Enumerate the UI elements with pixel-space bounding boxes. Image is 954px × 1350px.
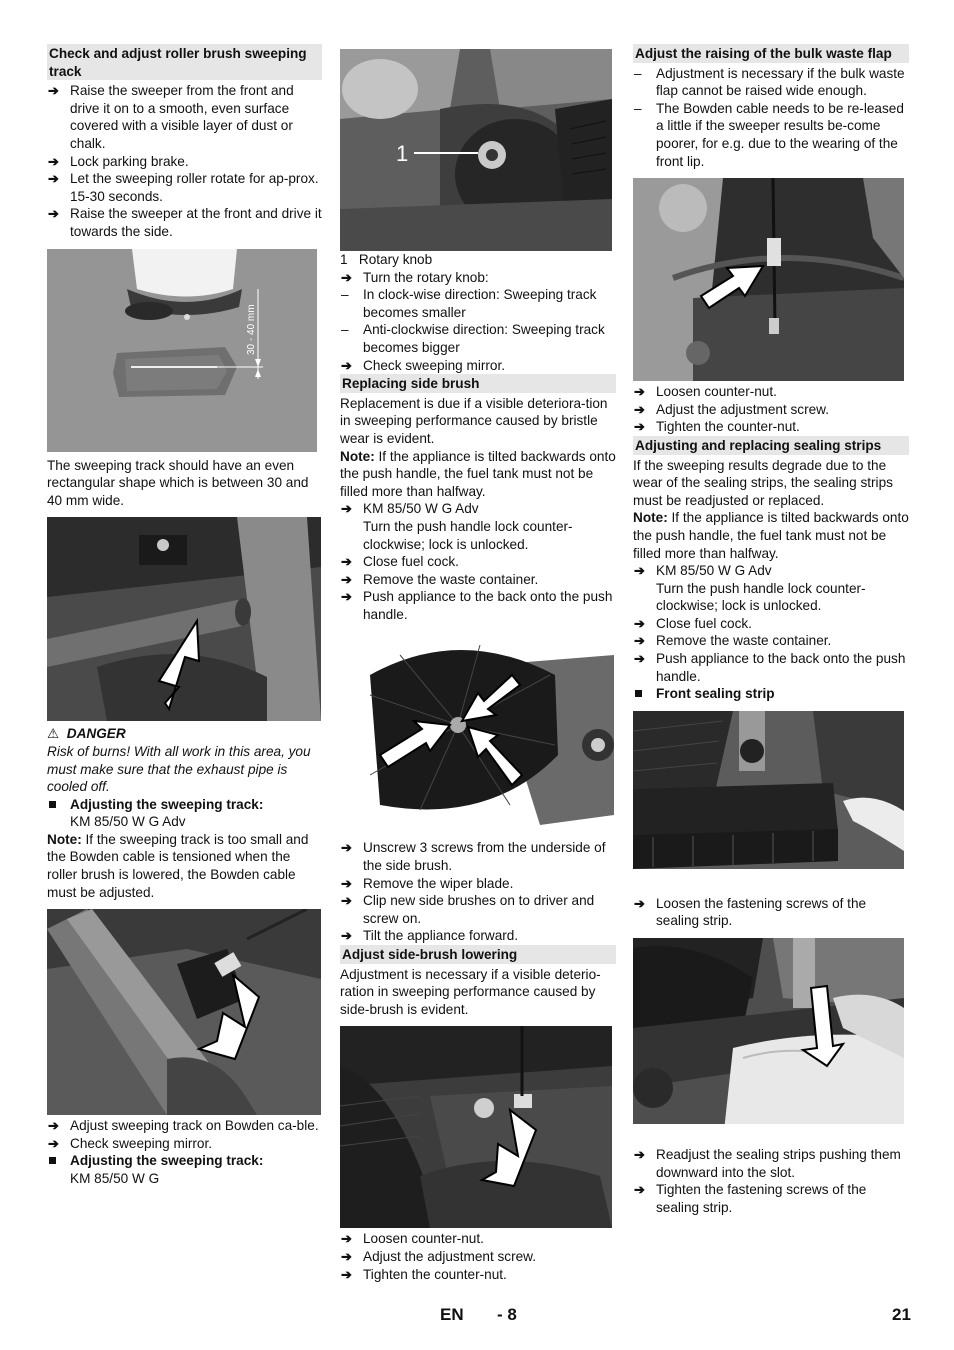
step: ➔ Push appliance to the back onto the push handle. xyxy=(340,588,616,623)
step: ➔ Close fuel cock. xyxy=(340,553,616,571)
step: ➔ Adjust sweeping track on Bowden ca-ble. xyxy=(47,1117,322,1135)
warning-icon: ⚠ xyxy=(47,726,60,742)
sealing-strip-push-photo xyxy=(633,938,904,1140)
model-label-1: KM 85/50 W G Adv xyxy=(70,814,186,830)
step: ➔ Turn the rotary knob: xyxy=(340,269,616,287)
model-label-2: KM 85/50 W G xyxy=(70,1171,160,1187)
note: Note: If the sweeping track is too small and the Bowden cable is tensioned when the roller brush is lowered, the Bowden cable must be adjusted. xyxy=(47,831,309,900)
step: ➔ Tighten the fastening screws of the sealing strip. xyxy=(633,1181,909,1216)
bowden-cable-photo xyxy=(47,909,321,1115)
step: ➔ Let the sweeping roller rotate for ap-prox. 15-30 seconds. xyxy=(47,170,322,205)
figure-caption: 1 Rotary knob xyxy=(340,252,433,267)
track-description: The sweeping track should have an even rectangular shape which is between 30 and 40 mm wide. xyxy=(47,457,309,508)
side-brush-lowering-photo xyxy=(340,1026,612,1228)
step: ➔ Check sweeping mirror. xyxy=(47,1135,322,1153)
step: ➔ Tighten the counter-nut. xyxy=(633,418,909,436)
step: ➔ Raise the sweeper from the front and drive it on to a smooth, even surface covered with a visible layer of dust or chalk. xyxy=(47,82,322,152)
front-sealing-strip-title: Front sealing strip xyxy=(633,685,909,703)
exhaust-pipe-photo xyxy=(47,517,321,721)
callout-number: 1 xyxy=(396,141,409,166)
danger-label: ⚠ DANGER xyxy=(47,726,126,742)
step: ➔ Tighten the counter-nut. xyxy=(340,1266,616,1284)
lowering-text: Adjustment is necessary if a visible deterio-ration in sweeping performance caused by side-brush is evident. xyxy=(340,966,601,1017)
step: ➔ Remove the waste container. xyxy=(633,632,909,650)
step: ➔ Loosen the fastening screws of the sealing strip. xyxy=(633,895,909,930)
column-1 xyxy=(47,44,322,1188)
dash-item: – Adjustment is necessary if the bulk waste flap cannot be raised wide enough. xyxy=(633,65,909,100)
step: ➔ KM 85/50 W G Adv xyxy=(340,500,616,518)
rotary-knob-photo xyxy=(340,49,612,251)
step: ➔ Raise the sweeper at the front and drive it towards the side. xyxy=(47,205,322,240)
column-2 xyxy=(340,44,616,1283)
footer-language: EN xyxy=(440,1305,464,1324)
front-sealing-strip-photo xyxy=(633,711,904,883)
section-heading-waste-flap: Adjust the raising of the bulk waste flap xyxy=(633,44,909,63)
footer-sub-page: - 8 xyxy=(497,1305,517,1324)
step: ➔ Adjust the adjustment screw. xyxy=(633,401,909,419)
step: ➔ Loosen counter-nut. xyxy=(633,383,909,401)
step: ➔ KM 85/50 W G Adv xyxy=(633,562,909,580)
section-heading-sweeping-track: Check and adjust roller brush sweeping track xyxy=(47,44,322,80)
section-heading-sealing-strips: Adjusting and replacing sealing strips xyxy=(633,436,909,455)
track-width-label: 30 - 40 mm xyxy=(246,303,257,355)
step-sub: Turn the push handle lock counter-clockwise; lock is unlocked. xyxy=(656,580,866,614)
side-brush-photo xyxy=(340,635,614,839)
step: ➔ Remove the wiper blade. xyxy=(340,875,616,893)
adjust-title-1: Adjusting the sweeping track: xyxy=(47,796,322,814)
step: ➔ Push appliance to the back onto the push handle. xyxy=(633,650,909,685)
dash-item: – In clock-wise direction: Sweeping track becomes smaller xyxy=(340,286,616,321)
step: ➔ Clip new side brushes on to driver and screw on. xyxy=(340,892,616,927)
step: ➔ Readjust the sealing strips pushing them downward into the slot. xyxy=(633,1146,909,1181)
step: ➔ Loosen counter-nut. xyxy=(340,1230,616,1248)
waste-flap-photo xyxy=(633,178,904,381)
step: ➔ Lock parking brake. xyxy=(47,153,322,171)
side-brush-text: Replacement is due if a visible deteriora-tion in sweeping performance caused by bristle wear is evident. xyxy=(340,395,608,446)
step: ➔ Remove the waste container. xyxy=(340,571,616,589)
step: ➔ Tilt the appliance forward. xyxy=(340,927,616,945)
page-number: 21 xyxy=(892,1305,911,1324)
step: ➔ Check sweeping mirror. xyxy=(340,357,616,375)
dash-item: – Anti-clockwise direction: Sweeping track becomes bigger xyxy=(340,321,616,356)
step: ➔ Adjust the adjustment screw. xyxy=(340,1248,616,1266)
adjust-title-2: Adjusting the sweeping track: xyxy=(47,1152,322,1170)
section-heading-side-brush-lowering: Adjust side-brush lowering xyxy=(340,945,616,964)
step: ➔ Close fuel cock. xyxy=(633,615,909,633)
danger-text: Risk of burns! With all work in this area, you must make sure that the exhaust pipe is cooled off. xyxy=(47,743,311,795)
column-3 xyxy=(633,44,909,1216)
dash-item: – The Bowden cable needs to be re-leased a little if the sweeper results be-come poorer, for e.g. due to the wearing of the front lip. xyxy=(633,100,909,170)
sweeping-track-photo xyxy=(47,249,317,452)
note: Note: If the appliance is tilted backwards onto the push handle, the fuel tank must not be filled more than halfway. xyxy=(340,448,616,499)
note: Note: If the appliance is tilted backwards onto the push handle, the fuel tank must not be filled more than halfway. xyxy=(633,510,909,561)
strips-text: If the sweeping results degrade due to the wear of the sealing strips, the sealing strips must be readjusted or replaced. xyxy=(633,457,893,508)
step: ➔ Unscrew 3 screws from the underside of the side brush. xyxy=(340,839,616,874)
step-sub: Turn the push handle lock counter-clockwise; lock is unlocked. xyxy=(363,518,573,552)
section-heading-side-brush: Replacing side brush xyxy=(340,374,616,393)
